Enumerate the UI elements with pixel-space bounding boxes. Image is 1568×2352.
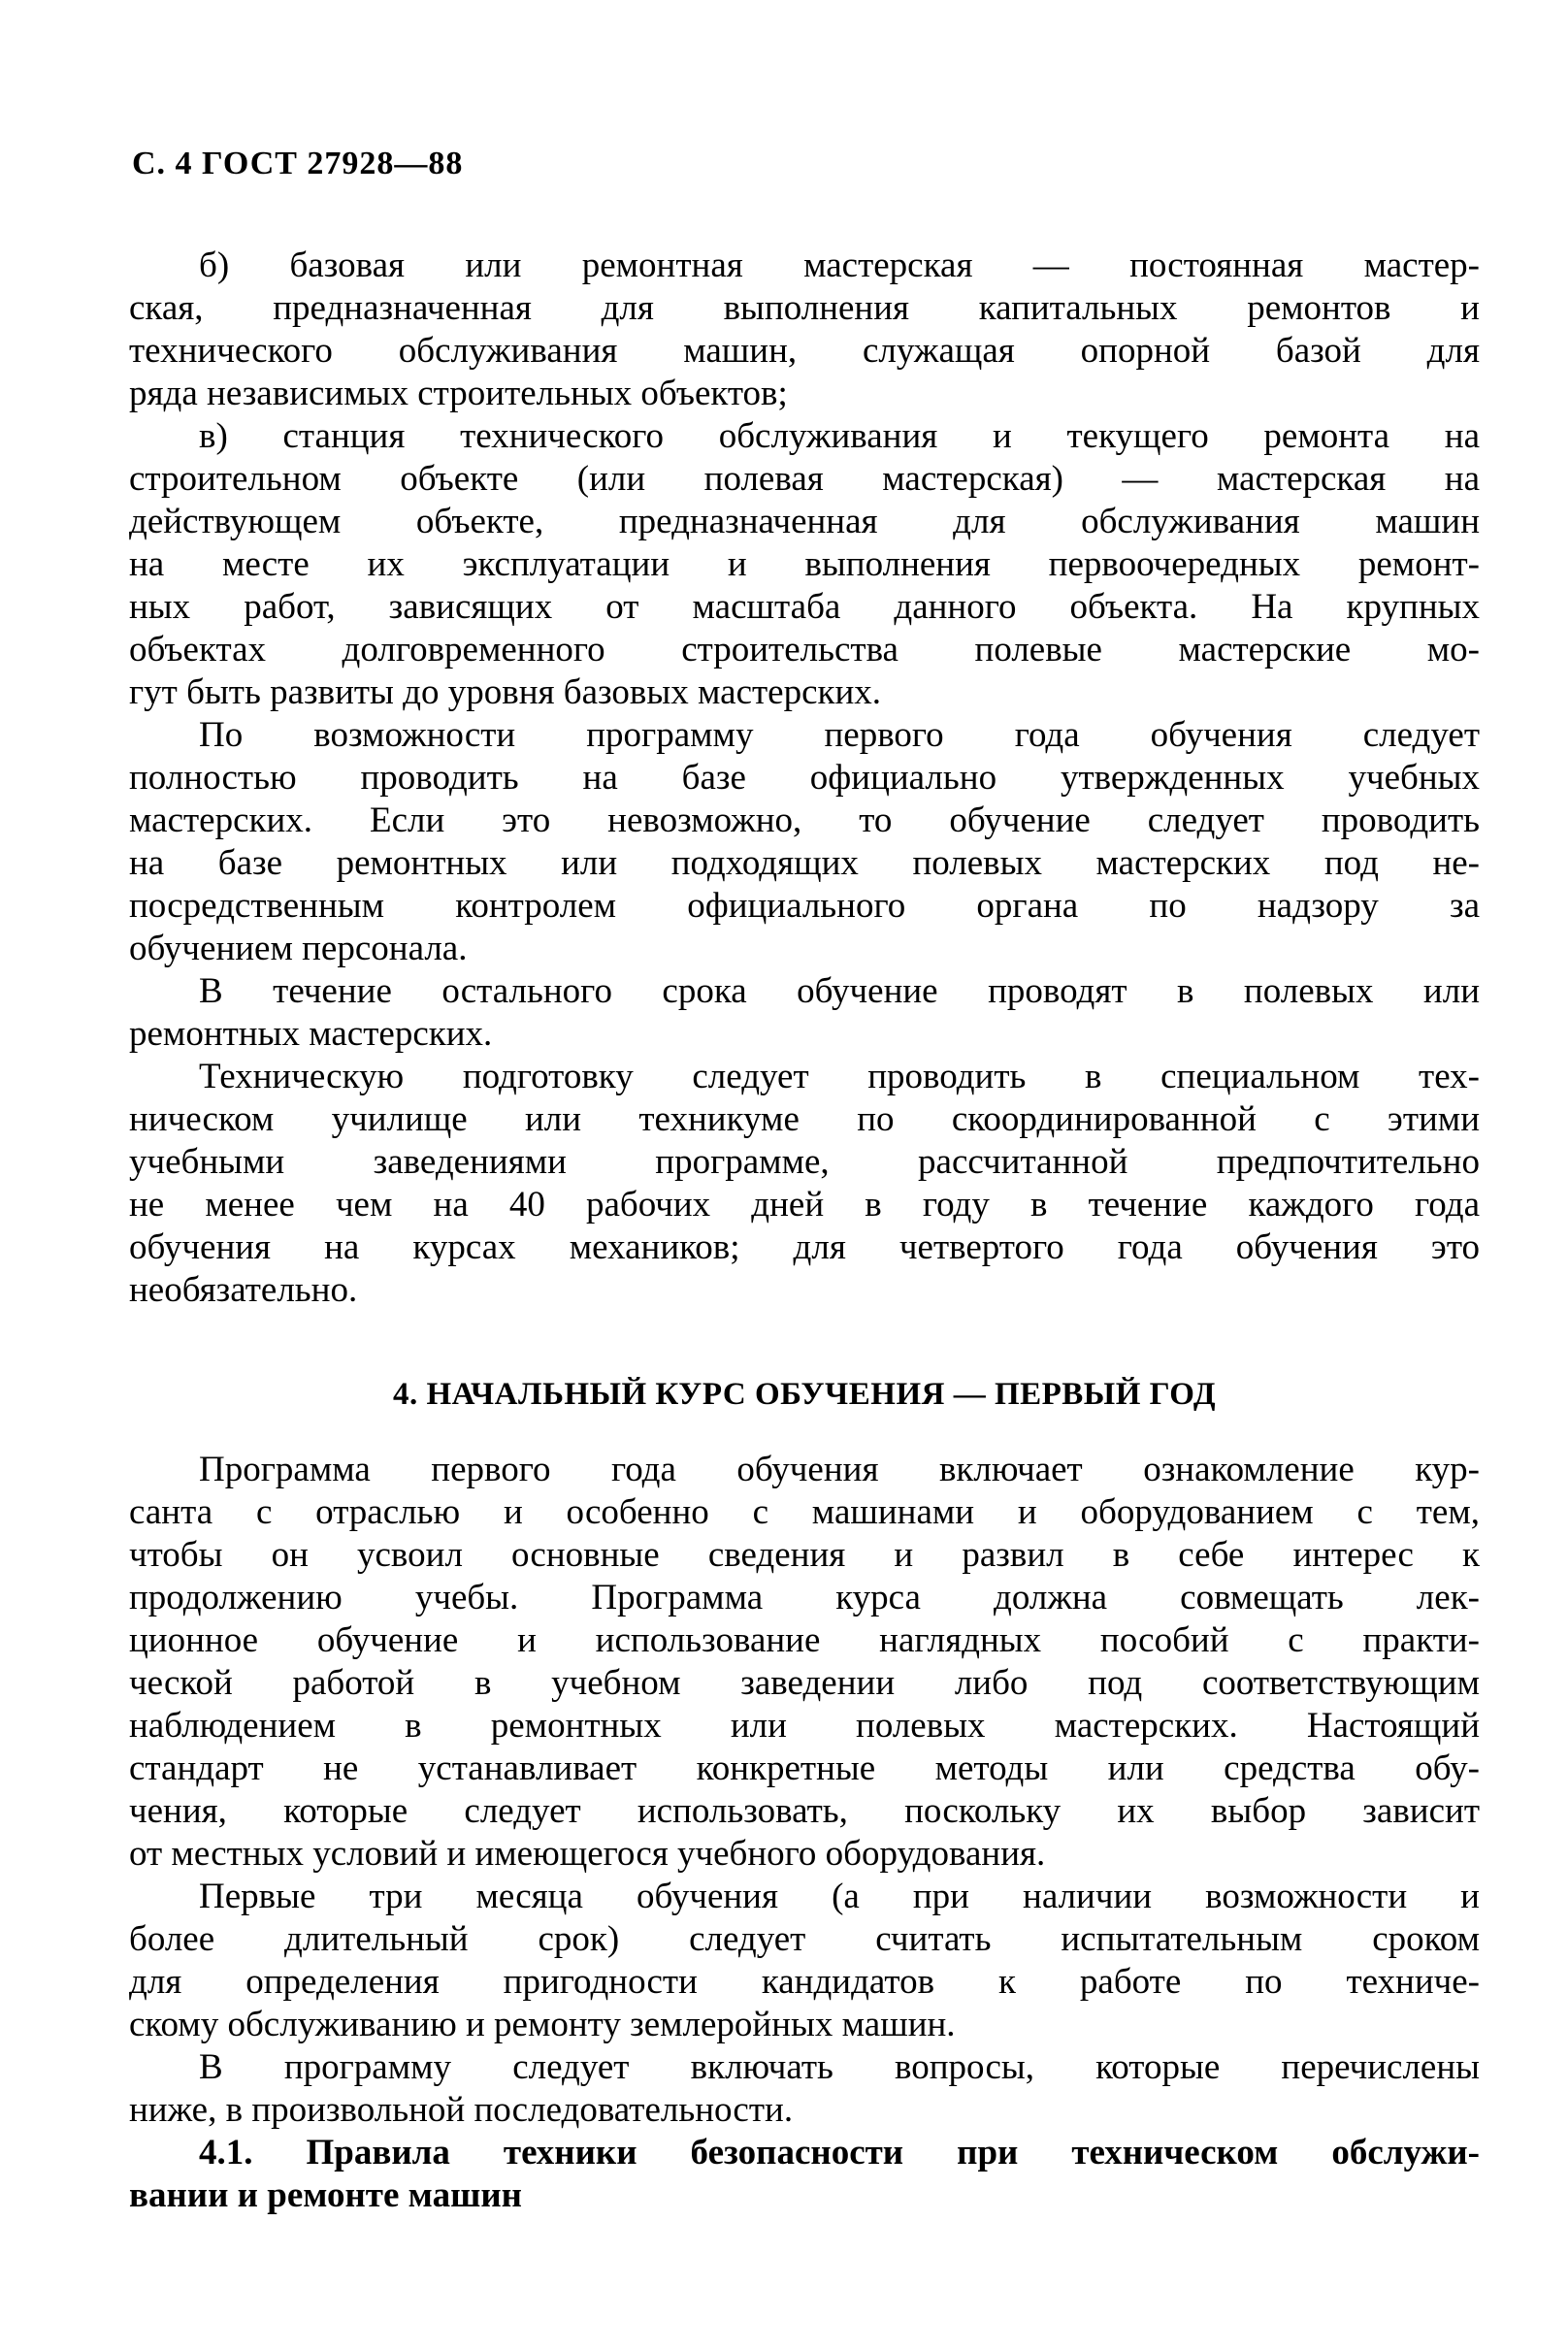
text-line: учебными заведениями программе, рассчитанной предпочтительно <box>129 1142 1480 1182</box>
text-line: более длительный срок) следует считать испытательным сроком <box>129 1919 1480 1959</box>
paragraph <box>129 1876 1480 2046</box>
text-line: Первые три месяца обучения (а при наличии возможности и <box>199 1877 1480 1916</box>
text-line: вании и ремонте машин <box>129 2175 522 2215</box>
text-line: для определения пригодности кандидатов к работе по техниче- <box>129 1962 1480 2002</box>
text-line: ниже, в произвольной последовательности. <box>129 2090 794 2130</box>
text-line: наблюдением в ремонтных или полевых мастерских. Настоящий <box>129 1706 1480 1746</box>
clause-heading-paragraph <box>129 2132 1480 2217</box>
text-line: от местных условий и имеющегося учебного оборудования. <box>129 1834 1046 1874</box>
text-line: ническом училище или техникуме по скоординированной с этими <box>129 1099 1480 1139</box>
text-line: на месте их эксплуатации и выполнения первоочередных ремонт- <box>129 544 1480 584</box>
text-line: В течение остального срока обучение проводят в полевых или <box>199 971 1480 1011</box>
text-line: действующем объекте, предназначенная для обслуживания машин <box>129 502 1480 541</box>
document-content <box>129 245 1480 2217</box>
text-line: в) станция технического обслуживания и текущего ремонта на <box>199 416 1480 456</box>
paragraph <box>129 970 1480 1056</box>
text-line: ческой работой в учебном заведении либо под соответствующим <box>129 1663 1480 1703</box>
text-line: В программу следует включать вопросы, которые перечислены <box>199 2047 1480 2087</box>
text-line: ская, предназначенная для выполнения капитальных ремонтов и <box>129 288 1480 328</box>
paragraph <box>129 714 1480 970</box>
text-line: строительном объекте (или полевая мастерская) — мастерская на <box>129 459 1480 499</box>
text-line: технического обслуживания машин, служащая опорной базой для <box>129 331 1480 371</box>
paragraph <box>129 415 1480 714</box>
text-line: скому обслуживанию и ремонту землеройных машин. <box>129 2005 956 2044</box>
text-line: ремонтных мастерских. <box>129 1014 493 1054</box>
text-line: ционное обучение и использование наглядных пособий с практи- <box>129 1620 1480 1660</box>
paragraph <box>129 1449 1480 1876</box>
text-line: посредственным контролем официального органа по надзору за <box>129 886 1480 926</box>
text-line: на базе ремонтных или подходящих полевых мастерских под не- <box>129 843 1480 883</box>
text-line: гут быть развиты до уровня базовых мастерских. <box>129 672 882 712</box>
text-line: Техническую подготовку следует проводить в специальном тех- <box>199 1057 1480 1096</box>
text-line: ных работ, зависящих от масштаба данного объекта. На крупных <box>129 587 1480 627</box>
text-line: стандарт не устанавливает конкретные методы или средства обу- <box>129 1748 1480 1788</box>
text-line: ряда независимых строительных объектов; <box>129 374 788 413</box>
text-line: мастерских. Если это невозможно, то обучение следует проводить <box>129 800 1480 840</box>
text-line: не менее чем на 40 рабочих дней в году в течение каждого года <box>129 1185 1480 1225</box>
paragraph <box>129 2046 1480 2132</box>
paragraph <box>129 1056 1480 1312</box>
text-line: санта с отраслью и особенно с машинами и оборудованием с тем, <box>129 1492 1480 1532</box>
text-line: обучения на курсах механиков; для четвертого года обучения это <box>129 1227 1480 1267</box>
page-header: С. 4 ГОСТ 27928—88 <box>132 146 464 181</box>
text-line: объектах долговременного строительства полевые мастерские мо- <box>129 630 1480 670</box>
text-line: продолжению учебы. Программа курса должна совмещать лек- <box>129 1578 1480 1617</box>
text-line: Программа первого года обучения включает ознакомление кур- <box>199 1450 1480 1489</box>
text-line: чения, которые следует использовать, поскольку их выбор зависит <box>129 1791 1480 1831</box>
text-line: По возможности программу первого года обучения следует <box>199 715 1480 755</box>
text-line: обучением персонала. <box>129 929 468 968</box>
paragraph <box>129 245 1480 415</box>
text-line: чтобы он усвоил основные сведения и развил в себе интерес к <box>129 1535 1480 1575</box>
text-line: полностью проводить на базе официально утвержденных учебных <box>129 758 1480 798</box>
text-line: б) базовая или ремонтная мастерская — постоянная мастер- <box>199 245 1480 285</box>
text-line: 4.1. Правила техники безопасности при техническом обслужи- <box>199 2133 1480 2172</box>
section-heading: 4. НАЧАЛЬНЫЙ КУРС ОБУЧЕНИЯ — ПЕРВЫЙ ГОД <box>392 1377 1217 1412</box>
text-line: необязательно. <box>129 1270 358 1310</box>
